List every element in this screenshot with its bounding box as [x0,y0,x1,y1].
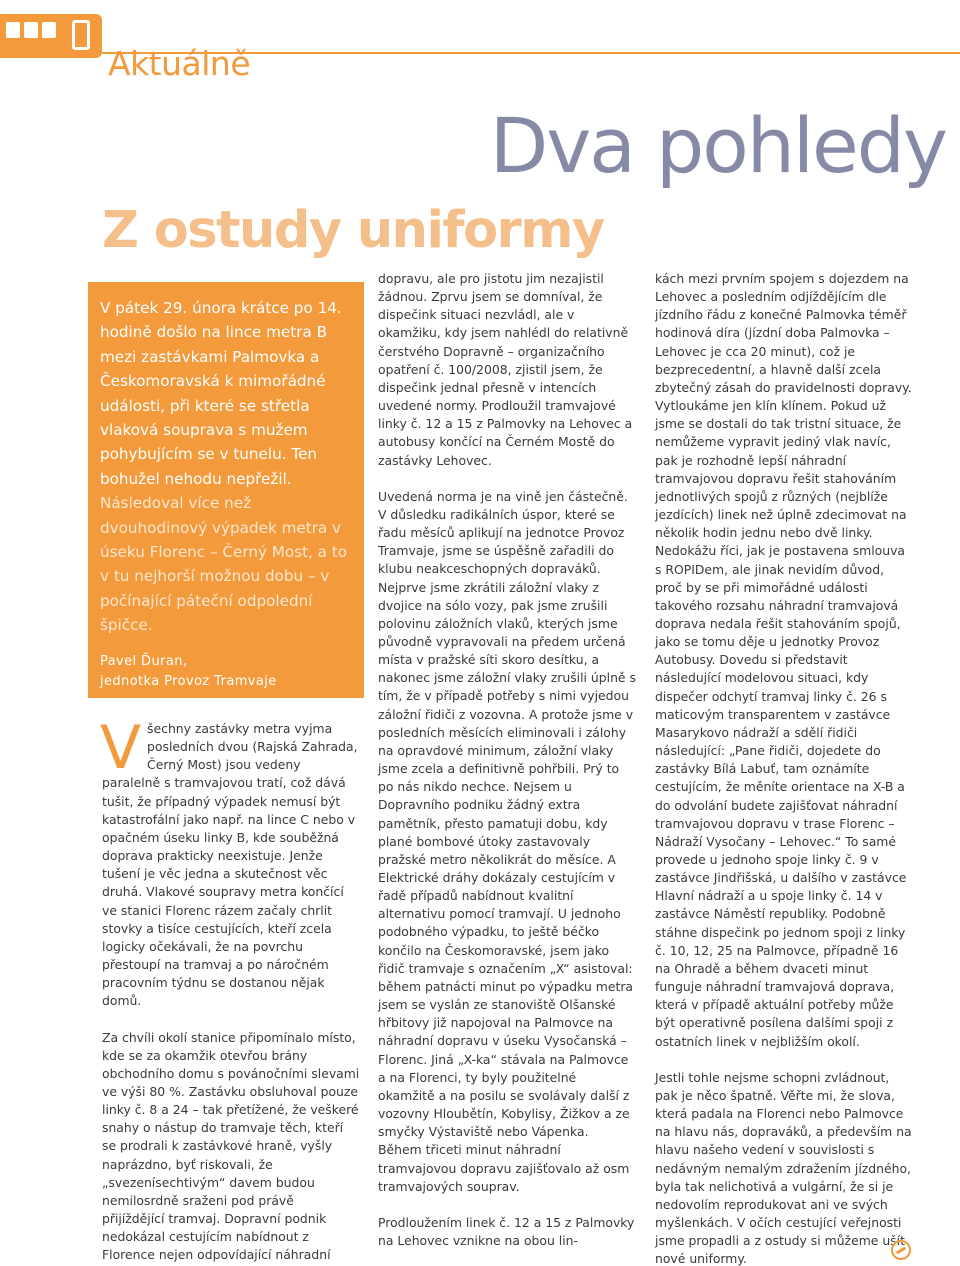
bus-door-shape [72,20,90,50]
author-name: Pavel Ďuran, [100,654,188,669]
bus-icon [0,14,102,58]
drop-cap: V [100,713,142,783]
paragraph-text: šechny zastávky metra vyjma posledních dvou (Rajská Zahrada, Černý Most) jsou vedeny paralelně s tramvajovou tratí, což dává tušit, že případný výpadek nemusí být katastrofální jako např. na lince C nebo v opačném úseku linky B, kde souběžná doprava prakticky neexistuje. Jenže tušení je věc jedna a skutečnost věc druhá. Vlakové soupravy metra končící ve stanici Florenc rázem začaly chrlit stovky a tisíce cestujících, kteří zcela logicky očekávali, že na povrchu přestoupí na tramvaj a po náročném pracovním týdnu se dostanou nějak domů. [102,721,358,1009]
article-title: Z ostudy uniformy [102,201,604,260]
header-band [0,0,960,83]
text-column-2 [378,270,636,1250]
author-byline [100,652,356,692]
intro-lead-part1: V pátek 29. února krátce po 14. hodině došlo na lince metra B mezi zastávkami Palmovka a Českomoravská k mimořádné události, při které se střetla vlaková souprava s mužem pohybujícím se v tunelu. Ten bohužel nehodu nepřežil. [100,299,342,488]
section-title: Aktuálně [108,44,251,83]
bus-window-shape [42,22,56,38]
text-column-3 [655,270,913,1266]
paragraph [100,713,360,1011]
paragraph: Uvedená norma je na vině jen částečně. V důsledku radikálních úspor, které se řadu měsíců aplikují na jednotce Provoz Tramvaje, jsme se úspěšně zařadili do klubu neakceschopných dopraváků. Nejprve jsme zkrátili záložní vlaky z dvojice na sólo vozy, pak jsme zrušili polovinu záložních vlaků, kterých jsme původně vypravovali na předem určená místa v pražské síti skoro desítku, a nakonec jsme záložní vlaky zrušili úplně s tím, že v případě potřeby s nimi vyjedou záložní řidiči z vozovna. A protože jsme v posledních měsících eliminovali i zálohy na opravdové minimum, záložní vlaky jsme zcela a definitivně pohřbili. Prý to po nás nikdo nechce. Nejsem u Dopravního podniku žádný extra pamětník, přesto pamatuji dobu, kdy plané bombové útoky zastavovaly pražské metro několikrát do měsíce. A Elektrické dráhy dokázaly cestujícím v řadě případů nabídnout kvalitní alternativu pomocí tramvají. U jednoho podobného výpadku, to ještě béčko končilo na Českomoravské, jsem jako řidič tramvaje s označením „X“ asistoval: během patnácti minut po výpadku metra jsem se vyslán ze stanoviště Olšanské hřbitovy již napojoval na Palmovce na náhradní dopravu v úseku Vysočanská – Florenc. Jiná „X-ka“ stávala na Palmovce a na Florenci, ty byly použitelné okamžitě a na posilu se svolávaly další z vozovny Hloubětín, Kobylisy, Žižkov a ze smyčky Výstaviště nebo Vápenka. Během třiceti minut náhradní tramvajovou dopravu zajišťovalo až osm tramvajových souprav. [378,488,636,1194]
intro-lead [100,296,356,638]
paragraph: Za chvíli okolí stanice připomínalo místo, kde se za okamžik otevřou brány obchodního domu s povánočními slevami ve výši 80 %. Zastávku obsluhoval pouze linky č. 8 a 24 – tak přetížené, že veškeré snahy o nástup do tramvaje těch, kteří se prodrali k zastávkové hraně, vyšly naprázdno, byť riskovali, že „svezenísechtivým“ davem budou nemilosrdně sraženi pod právě přijíždějící tramvaj. Dopravní podnik nedokázal cestujícím nabídnout z Florence nejen odpovídající náhradní [102,1029,360,1263]
paragraph: Prodloužením linek č. 12 a 15 z Palmovky na Lehovec vznikne na obou lin- [378,1214,635,1248]
end-mark-icon [891,1240,911,1260]
page-title: Dva pohledy [489,101,946,190]
paragraph: Jestli tohle nejsme schopni zvládnout, pak je něco špatně. Věřte mi, že slova, která padala na Florenci nebo Palmovce na hlavu nás, dopraváků, a především na hlavu našeho vedení v souvislosti s nedávným nemalým zdražením jízdného, byla tak nelichotivá a vulgární, že si je nedovolím reprodukovat ani ve svých myšlenkách. V očích cestující veřejnosti jsme propadli a z ostudy si můžeme ušít nové uniformy. [655,1069,912,1266]
intro-box [88,282,364,698]
text-column-1 [100,713,360,1265]
author-role: jednotka Provoz Tramvaje [100,674,277,689]
paragraph: kách mezi prvním spojem s dojezdem na Lehovec a posledním odjíždějícím dle jízdního řádu z konečné Palmovka téměř hodinová díra (jízdní doba Palmovka – Lehovec je cca 20 minut), což je bezprecedentní, a hlavně další zcela zbytečný zásah do pravidelnosti dopravy. Vytloukáme jen klín klínem. Pokud už jsme se dostali do tak tristní situace, že nemůžeme vypravit jediný vlak navíc, pak je rozhodně lepší náhradní tramvajovou dopravu řešit stahováním jednotlivých spojů z různých (nejblíže jezdících) linek než úplně zdecimovat na několik hodin jednu nebo dvě linky. Nedokážu říci, jak je postavena smlouva s ROPIDem, ale jinak nevidím důvod, proč by se při mimořádné události takového rozsahu náhradní tramvajová doprava nedala řešit stahováním spojů, jako se tomu děje u jednotky Provoz Autobusy. Dovedu si představit následující modelovou situaci, kdy dispečer odchytí tramvaj linky č. 26 s maticovým transparentem v zastávce Masarykovo nádraží a sdělí řidiči následující: „Pane řidiči, dojedete do zastávky Bílá Labuť, tam oznámíte cestujícím, že měníte orientace na X-B a do odvolání budete zajišťovat náhradní tramvajovou dopravu v trase Florenc – Nádraží Vysočany – Lehovec.“ To samé provede u jednoho spoje linky č. 9 v zastávce Jindřišská, u dalšího v zastávce Hlavní nádraží a u spoje linky č. 14 v zastávce Náměstí republiky. Podobně stáhne dispečink po jednom spoji z linky č. 10, 12, 25 na Palmovce, případně 16 na Ohradě a během dvaceti minut funguje náhradní tramvajová doprava, která v případě aktuální potřeby může být operativně posílena dalšími spoji z ostatních linek v nejbližším okolí. [655,271,912,1049]
bus-window-shape [24,22,38,38]
bus-window-shape [6,22,20,38]
intro-lead-part2: Následoval více než dvouhodinový výpadek metra v úseku Florenc – Černý Most, a to v tu nejhorší možnou dobu – v počínající páteční odpolední špičce. [100,494,348,635]
paragraph: dopravu, ale pro jistotu jim nezajistil žádnou. Zprvu jsem se domníval, že dispečink situaci nezvládl, ale v okamžiku, kdy jsem nahlédl do relativně čerstvého Dopravně – organizačního opatření č. 100/2008, zjistil jsem, že dispečink jednal přesně v intencích uvedené normy. Prodloužil tramvajové linky č. 12 a 15 z Palmovky na Lehovec a autobusy končící na Černém Mostě do zastávky Lehovec. [378,271,633,468]
